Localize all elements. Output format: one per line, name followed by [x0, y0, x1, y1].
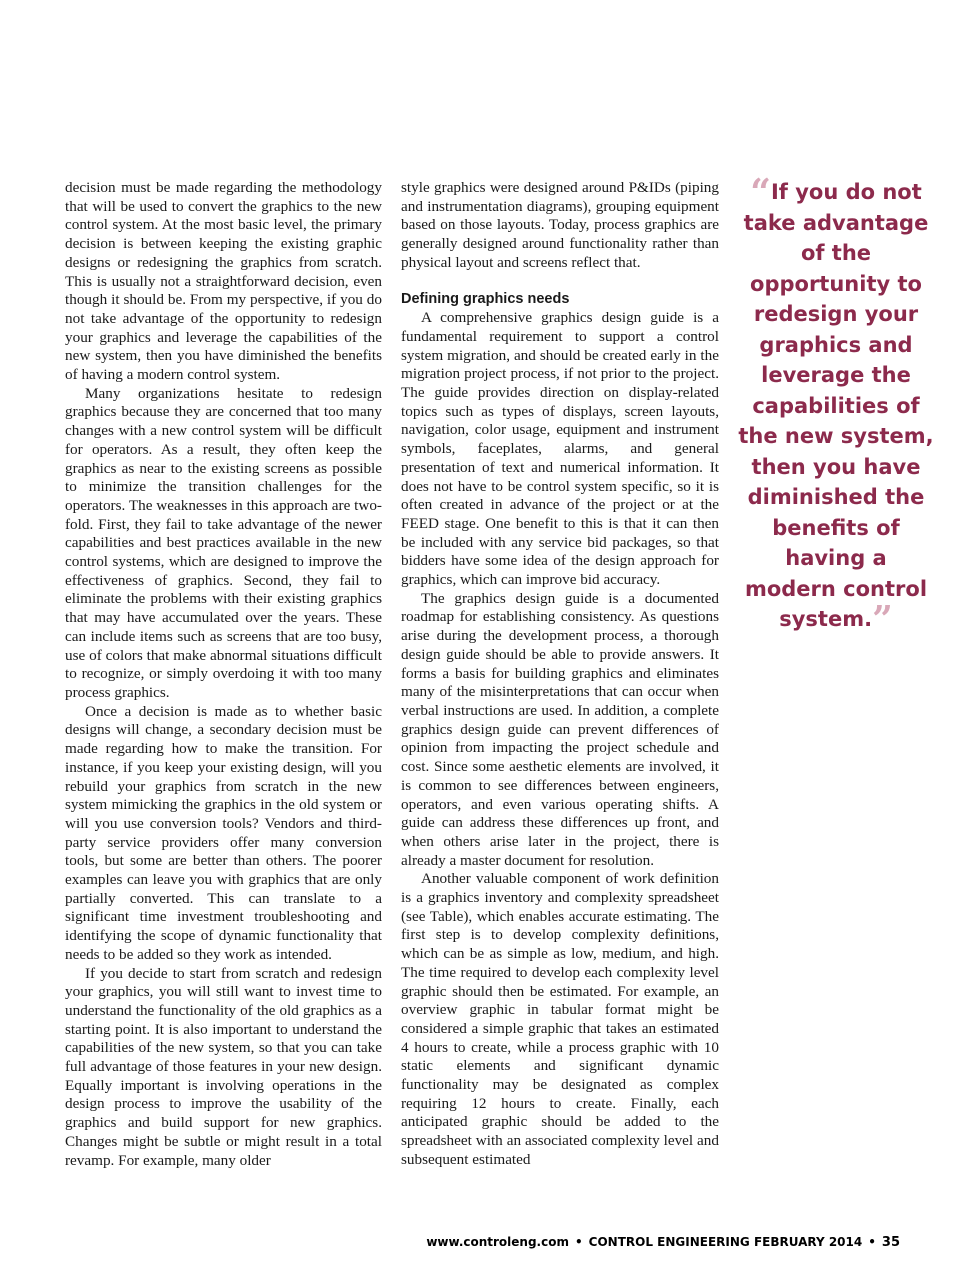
section-subhead: Defining graphics needs — [401, 290, 570, 307]
footer-publication: CONTROL ENGINEERING — [588, 1235, 750, 1249]
article-column-left — [65, 179, 382, 1170]
body-paragraph: Many organizations hesitate to redesign graphics because they are concerned that too many changes with a new control system will be difficult for operators. As a result, they often keep the graphics as near to the existing screens as possible to minimize the transition challenges for the operators. The weaknesses in this approach are two-fold. First, they fail to take advantage of the newer capabilities and best practices available in the new control systems, which are designed to improve the effectiveness of graphics. Second, they fail to eliminate the problems with their existing graphics that may have accumulated over the years. These can include items such as screens that are too busy, use of colors that make abnormal situations difficult to recognize, or simply overdoing it with too many process graphics. — [65, 384, 382, 701]
footer-url[interactable]: www.controleng.com — [426, 1235, 569, 1249]
body-paragraph: The graphics design guide is a documented roadmap for establishing consistency. As questions arise during the development process, a thorough design guide should be able to provide answers. It forms a basis for building graphics and eliminates many of the misinterpretations that can occur when verbal instructions are used. In addition, a complete graphics design guide can prevent differences of opinion from impacting the project schedule and cost. Since some aesthetic elements are involved, it is common to see differences between engineers, operators, and even various operating shifts. A guide can address these differences up front, and when others arise later in the project, there is already a master document for resolution. — [401, 589, 719, 869]
body-paragraph: style graphics were designed around P&IDs (piping and instrumentation diagrams), grouping equipment based on those layouts. Today, process graphics are generally designed around functionality rather than physical layout and screens reflect that. — [401, 179, 719, 271]
body-paragraph: Another valuable component of work definition is a graphics inventory and complexity spreadsheet (see Table), which enables accurate estimating. The first step is to develop complexity definitions, which can be as simple as low, medium, and high. The time required to develop each complexity level graphic should then be estimated. For example, an overview graphic in tabular format might be considered a simple graphic that takes an estimated 4 hours to create, while a process graphic with 10 static elements and significant dynamic functionality may be designated as complex requiring 12 hours to create. Finally, each anticipated graphic should be added to the spreadsheet with an associated complexity level and subsequent estimated — [401, 870, 719, 1168]
body-paragraph: decision must be made regarding the methodology that will be used to convert the graphics to the new control system. At the most basic level, the primary decision is between keeping the existing graphic designs or redesigning the graphics from scratch. This is usually not a straightforward decision, even though it should be. From my perspective, if you do not take advantage of the opportunity to redesign your graphics and leverage the capabilities of the new system, then you have diminished the benefits of having a modern control system. — [65, 179, 382, 384]
footer-issue: FEBRUARY 2014 — [753, 1235, 863, 1249]
body-paragraph: Once a decision is made as to whether basic designs will change, a secondary decision must be made regarding how to make the transition. For instance, if you keep your existing design, will you rebuild your graphics from scratch in the new system mimicking the graphics in the old system or will you use conversion tools? Vendors and third-party service providers offer many conversion tools, but some are better than others. The poorer examples can leave you with graphics that are only partially converted. This can translate to a significant time investment troubleshooting and identifying the scope of dynamic functionality that needs to be added so they work as intended. — [65, 702, 382, 963]
pull-quote — [738, 171, 934, 641]
pull-quote-text: If you do not take advantage of the opportunity to redesign your graphics and leverage the capabilities of the new system, then you have diminished the benefits of having a modern control system. — [738, 180, 934, 631]
body-paragraph: If you decide to start from scratch and redesign your graphics, you will still want to invest time to understand the functionality of the old graphics as a starting point. It is also important to understand the capabilities of the new system, so that you can take full advantage of those features in your new design. Equally important is involving operations in the design process to improve the usability of the graphics and build support for new graphics. Changes might be subtle or might result in a total revamp. For example, many older — [65, 964, 382, 1169]
footer-separator: • — [868, 1235, 876, 1249]
footer-separator: • — [574, 1235, 583, 1249]
open-quote-mark: “ — [750, 171, 771, 214]
article-column-middle — [401, 179, 719, 1170]
page-number: 35 — [881, 1235, 900, 1250]
page-footer — [426, 1235, 900, 1250]
close-quote-mark: ” — [872, 598, 893, 641]
body-paragraph: A comprehensive graphics design guide is a fundamental requirement to support a control system migration, and should be created early in the migration project process, if not prior to the project. The guide provides direction on display-related topics such as types of displays, screen layouts, navigation, color usage, equipment and instrument symbols, faceplates, alarms, and general presentation of text and numerical information. It does not have to be control system specific, so it is often created in advance of the project or at the FEED stage. One benefit to this is that it can then be included with any service bid packages, so that bidders have some idea of the design approach for graphics, which can improve bid accuracy. — [401, 309, 719, 589]
